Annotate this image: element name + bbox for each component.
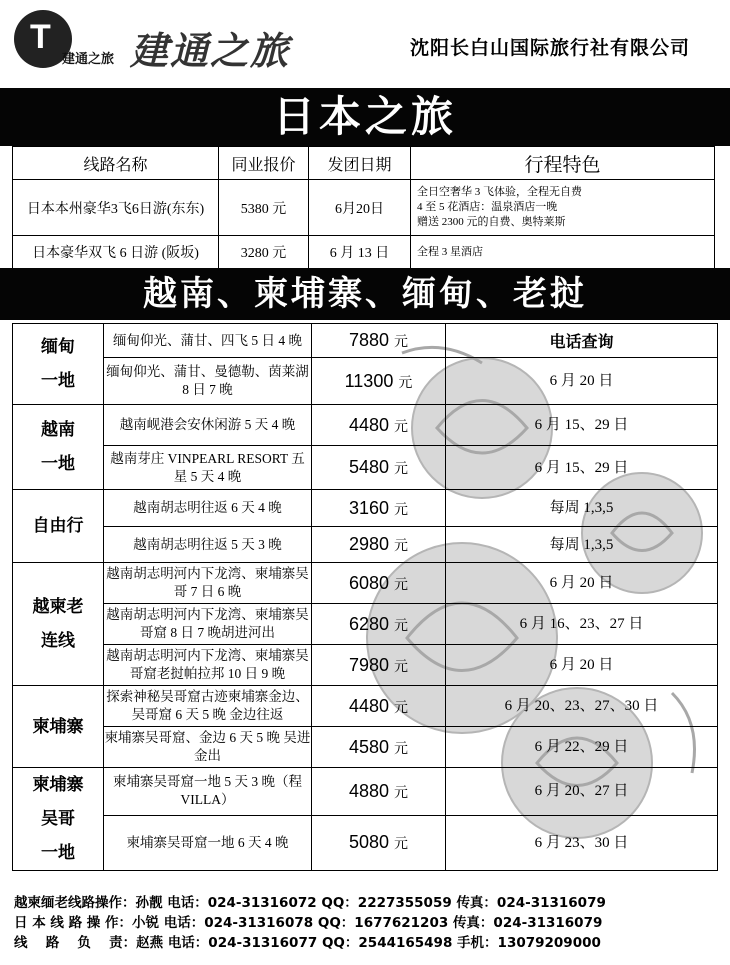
price-unit: 元 — [394, 419, 409, 435]
japan-section-title: 日本之旅 — [0, 88, 730, 146]
route-price: 5380 元 — [219, 180, 309, 236]
route-date: 6 月 22、29 日 — [446, 727, 718, 768]
col-route-name: 线路名称 — [13, 147, 219, 180]
route-price — [312, 815, 446, 870]
contact-qq: QQ：1677621203 — [317, 915, 449, 931]
table-row — [13, 727, 718, 768]
price-value: 4480 — [348, 695, 390, 716]
route-date: 6 月 15、29 日 — [446, 405, 718, 446]
contact-phone: 电话：024-31316072 — [167, 895, 317, 911]
contact-role: 日 本 线 路 操 作：小锐 — [14, 915, 159, 931]
route-price — [312, 686, 446, 727]
price-unit: 元 — [394, 539, 409, 554]
price-value: 6280 — [348, 613, 390, 634]
col-departure: 发团日期 — [309, 147, 411, 180]
table-header-row — [13, 147, 715, 180]
region-label — [13, 563, 104, 686]
table-row — [13, 236, 715, 269]
region-label-line: 越柬老 — [32, 597, 84, 617]
route-date: 6 月 23、30 日 — [446, 815, 718, 870]
price-unit: 元 — [394, 785, 409, 801]
route-features — [411, 236, 715, 269]
route-features — [411, 180, 715, 236]
route-name: 探索神秘吴哥窟古迹柬埔寨金边、吴哥窟 6 天 5 晚 金边往返 — [104, 686, 312, 727]
sea-section — [12, 323, 718, 873]
route-price — [312, 563, 446, 604]
sea-section-title: 越南、柬埔寨、缅甸、老挝 — [0, 268, 730, 320]
table-row — [13, 324, 718, 358]
route-name: 日本豪华双飞 6 日游 (阪坂) — [13, 236, 219, 269]
route-price — [312, 405, 446, 446]
route-name: 越南岘港会安休闲游 5 天 4 晚 — [104, 405, 312, 446]
route-name: 缅甸仰光、蒲甘、曼德勒、茵莱湖 8 日 7 晚 — [104, 358, 312, 405]
region-label — [13, 686, 104, 768]
region-label-line: 越南 — [41, 420, 75, 440]
route-name: 日本本州豪华3飞6日游(东东) — [13, 180, 219, 236]
col-features: 行程特色 — [411, 147, 715, 180]
contact-phone: 电话：024-31316077 — [167, 935, 318, 951]
sea-table — [12, 323, 718, 871]
region-label-line: 吴哥 — [41, 809, 75, 829]
route-price — [312, 324, 446, 358]
route-price — [312, 446, 446, 490]
price-value: 6080 — [348, 572, 390, 593]
logo-letter: T — [30, 18, 51, 56]
route-name: 柬埔寨吴哥窟一地 6 天 4 晚 — [104, 815, 312, 870]
route-price — [312, 727, 446, 768]
contact-line — [14, 913, 724, 933]
company-name: 沈阳长白山国际旅行社有限公司 — [410, 37, 691, 59]
table-row — [13, 358, 718, 405]
japan-table — [12, 146, 715, 269]
col-price: 同业报价 — [219, 147, 309, 180]
price-value: 7980 — [348, 654, 390, 675]
table-row — [13, 604, 718, 645]
price-unit: 元 — [394, 700, 409, 716]
region-label — [13, 768, 104, 871]
price-unit: 元 — [394, 335, 409, 350]
feature-line: 4 至 5 花酒店：温泉酒店一晚 — [417, 201, 558, 213]
logo-small-text: 建通之旅 — [62, 52, 115, 67]
contact-line — [14, 933, 724, 953]
contact-fax: 传真：024-31316079 — [452, 915, 603, 931]
region-label — [13, 324, 104, 405]
route-date: 6 月 20 日 — [446, 563, 718, 604]
feature-line: 全日空奢华 3 飞体验，全程无自费 — [417, 186, 582, 198]
contact-role: 线 路 负 责：赵燕 — [14, 935, 164, 951]
contact-fax: 传真：024-31316079 — [456, 895, 606, 911]
region-label-line: 柬埔寨 — [32, 716, 84, 737]
route-date: 电话查询 — [446, 324, 718, 358]
contact-line — [14, 893, 724, 913]
contact-fax: 手机：13079209000 — [457, 935, 601, 951]
region-label-line: 一地 — [41, 371, 75, 391]
feature-line: 全程 3 星酒店 — [417, 245, 483, 258]
table-row — [13, 490, 718, 527]
route-date: 6 月 20 日 — [446, 645, 718, 686]
page-header — [0, 0, 730, 86]
region-label-line: 一地 — [41, 843, 75, 863]
table-row — [13, 563, 718, 604]
route-name: 越南胡志明往返 5 天 3 晚 — [104, 527, 312, 563]
price-value: 11300 — [344, 370, 394, 391]
region-label-line: 缅甸 — [41, 337, 75, 357]
route-name: 柬埔寨吴哥窟、金边 6 天 5 晚 吴进金出 — [104, 727, 312, 768]
price-value: 4580 — [348, 736, 390, 757]
route-price — [312, 604, 446, 645]
route-name: 越南芽庄 VINPEARL RESORT 五星 5 天 4 晚 — [104, 446, 312, 490]
table-row — [13, 446, 718, 490]
feature-line: 赠送 2300 元的自费、奥特莱斯 — [417, 216, 566, 228]
contact-qq: QQ：2544165498 — [321, 935, 453, 951]
price-unit: 元 — [394, 659, 409, 675]
table-row — [13, 768, 718, 816]
price-unit: 元 — [394, 837, 409, 853]
price-value: 3160 — [348, 497, 390, 518]
price-value: 5080 — [348, 832, 390, 853]
route-price — [312, 768, 446, 816]
contact-phone: 电话：024-31316078 — [163, 915, 314, 931]
route-name: 越南胡志明河内下龙湾、柬埔寨吴哥窟 8 日 7 晚胡进河出 — [104, 604, 312, 645]
route-date: 6 月 15、29 日 — [446, 446, 718, 490]
route-price — [312, 645, 446, 686]
price-unit: 元 — [394, 502, 409, 518]
contact-qq: QQ：2227355059 — [321, 895, 452, 911]
region-label-line: 一地 — [41, 454, 75, 474]
price-unit: 元 — [394, 618, 409, 634]
price-value: 5480 — [348, 457, 390, 477]
table-row — [13, 405, 718, 446]
route-date: 6 月 13 日 — [309, 236, 411, 269]
route-name: 越南胡志明往返 6 天 4 晚 — [104, 490, 312, 527]
contact-role: 越柬缅老线路操作：孙靓 — [14, 895, 163, 911]
route-price — [312, 527, 446, 563]
route-name: 柬埔寨吴哥窟一地 5 天 3 晚（程 VILLA） — [104, 768, 312, 816]
route-date: 每周 1,3,5 — [446, 490, 718, 527]
price-value: 4480 — [348, 414, 390, 435]
region-label-line: 连线 — [41, 631, 75, 651]
price-unit: 元 — [394, 577, 409, 593]
logo-big-text: 建通之旅 — [130, 29, 291, 73]
route-price — [312, 490, 446, 527]
contact-footer — [14, 893, 724, 953]
route-date: 6月20日 — [309, 180, 411, 236]
table-row — [13, 645, 718, 686]
price-value: 7880 — [348, 330, 390, 350]
region-label-line: 自由行 — [32, 516, 84, 536]
route-price: 3280 元 — [219, 236, 309, 269]
price-unit: 元 — [394, 741, 409, 757]
route-date: 6 月 20、23、27、30 日 — [446, 686, 718, 727]
price-value: 4880 — [348, 780, 390, 801]
price-unit: 元 — [394, 462, 409, 477]
route-name: 越南胡志明河内下龙湾、柬埔寨吴哥 7 日 6 晚 — [104, 563, 312, 604]
region-label-line: 柬埔寨 — [32, 775, 84, 795]
route-name: 越南胡志明河内下龙湾、柬埔寨吴哥窟老挝帕拉邦 10 日 9 晚 — [104, 645, 312, 686]
route-price — [312, 358, 446, 405]
route-date: 6 月 20 日 — [446, 358, 718, 405]
route-date: 6 月 16、23、27 日 — [446, 604, 718, 645]
route-date: 每周 1,3,5 — [446, 527, 718, 563]
region-label — [13, 490, 104, 563]
region-label — [13, 405, 104, 490]
route-name: 缅甸仰光、蒲甘、四飞 5 日 4 晚 — [104, 324, 312, 358]
price-unit: 元 — [398, 375, 413, 391]
table-row — [13, 686, 718, 727]
table-row — [13, 527, 718, 563]
table-row — [13, 180, 715, 236]
table-row — [13, 815, 718, 870]
price-value: 2980 — [348, 534, 390, 554]
route-date: 6 月 20、27 日 — [446, 768, 718, 816]
